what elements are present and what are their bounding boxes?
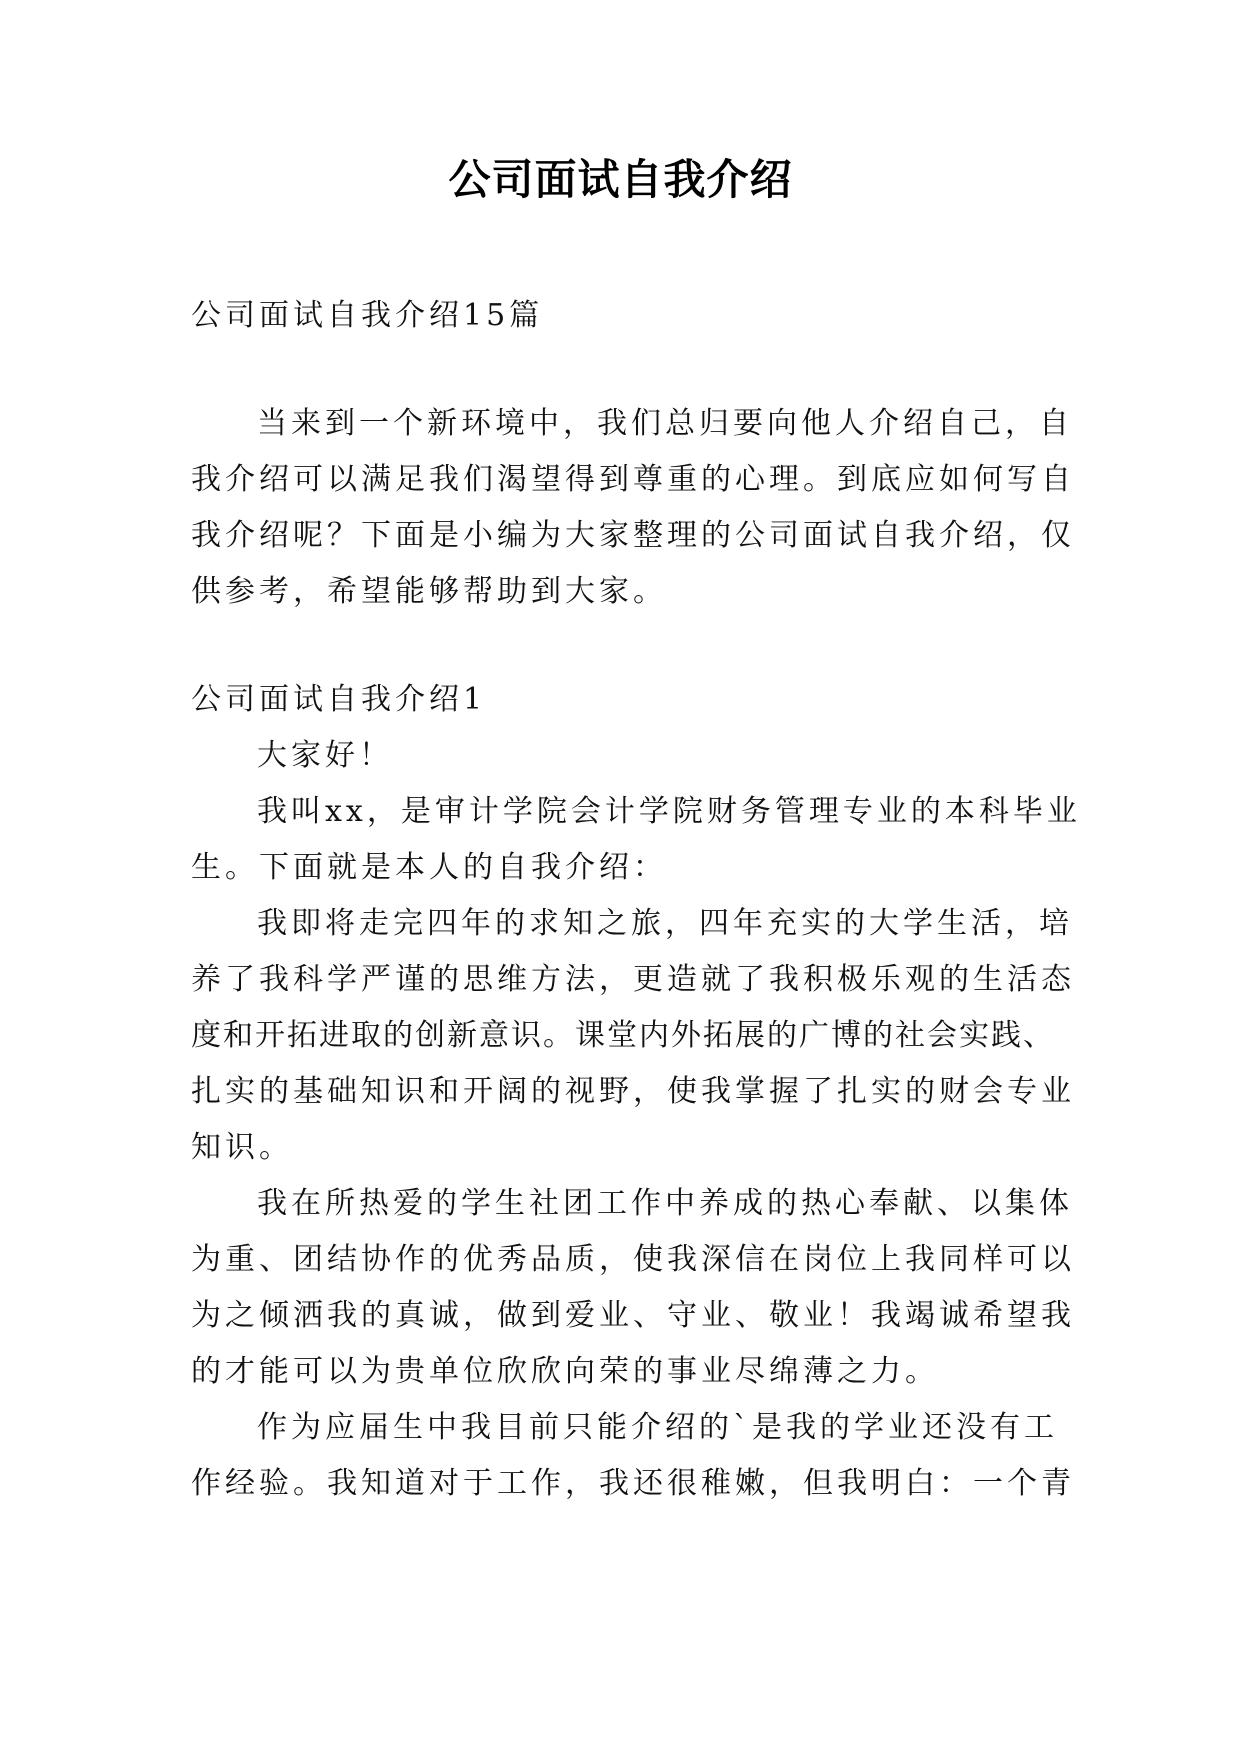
spacer xyxy=(191,344,1053,396)
paragraph-line: 当来到一个新环境中，我们总归要向他人介绍自己，自 xyxy=(257,406,1073,441)
paragraph-line: 作为应届生中我目前只能介绍的`是我的学业还没有工 xyxy=(257,1410,1058,1445)
document-body xyxy=(191,288,1081,1512)
paragraph-line: 我介绍可以满足我们渴望得到尊重的心理。到底应如何写自 xyxy=(191,462,1075,497)
paragraph-line: 扎实的基础知识和开阔的视野，使我掌握了扎实的财会专业 xyxy=(191,1074,1075,1109)
paragraph-line: 度和开拓进取的创新意识。课堂内外拓展的广博的社会实践、 xyxy=(191,1018,1055,1053)
intro-paragraph xyxy=(191,396,1075,620)
paragraph-line: 作经验。我知道对于工作，我还很稚嫩，但我明白：一个青 xyxy=(191,1466,1075,1501)
paragraph-line: 为之倾洒我的真诚，做到爱业、守业、敬业！我竭诚希望我 xyxy=(191,1298,1075,1333)
paragraph-line: 养了我科学严谨的思维方法，更造就了我积极乐观的生活态 xyxy=(191,962,1075,997)
paragraph-line: 我介绍呢？下面是小编为大家整理的公司面试自我介绍，仅 xyxy=(191,518,1075,553)
paragraph-3 xyxy=(191,1176,1075,1400)
greeting: 大家好！ xyxy=(257,738,393,773)
paragraph-line: 我即将走完四年的求知之旅，四年充实的大学生活，培 xyxy=(257,906,1073,941)
paragraph-4 xyxy=(191,1400,1075,1512)
section-heading: 公司面试自我介绍1 xyxy=(191,682,487,717)
paragraph-line: 供参考，希望能够帮助到大家。 xyxy=(191,574,667,609)
paragraph-line: 我在所热爱的学生社团工作中养成的热心奉献、以集体 xyxy=(257,1186,1073,1221)
paragraph-line: 知识。 xyxy=(191,1130,293,1165)
paragraph-line: 的才能可以为贵单位欣欣向荣的事业尽绵薄之力。 xyxy=(191,1354,939,1389)
paragraph-line: 为重、团结协作的优秀品质，使我深信在岗位上我同样可以 xyxy=(191,1242,1075,1277)
paragraph-line: 我叫xx，是审计学院会计学院财务管理专业的本科毕业 xyxy=(257,794,1081,829)
document-subtitle: 公司面试自我介绍15篇 xyxy=(191,298,544,333)
document-title: 公司面试自我介绍 xyxy=(448,155,793,204)
paragraph-line: 生。下面就是本人的自我介绍： xyxy=(191,850,667,885)
paragraph-1 xyxy=(191,784,1081,896)
spacer xyxy=(191,620,1053,672)
paragraph-2 xyxy=(191,896,1075,1176)
